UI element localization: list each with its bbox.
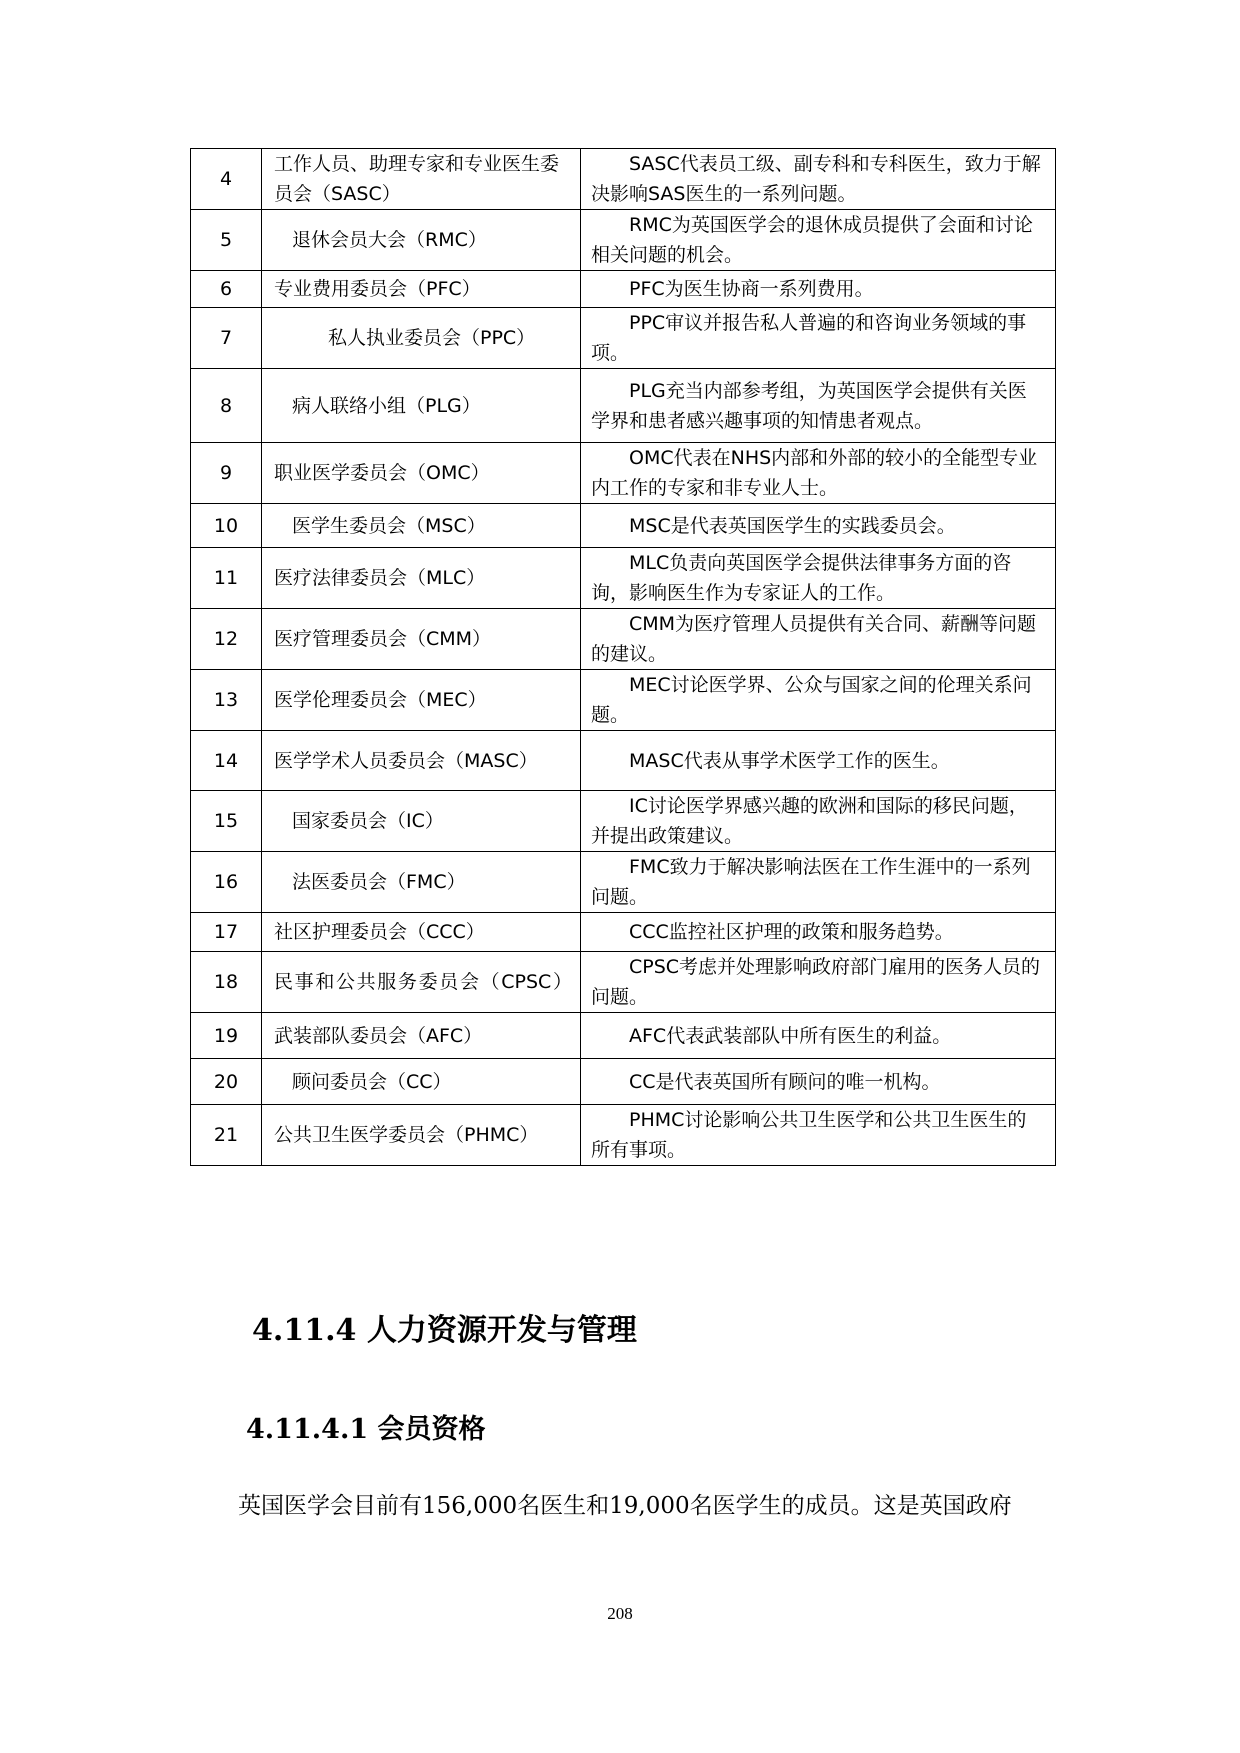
row-number: 18 [191, 952, 262, 1013]
committee-name: 医学学术人员委员会（MASC） [274, 749, 538, 772]
table-row [191, 149, 1056, 210]
committee-name: 医疗管理委员会（CMM） [274, 628, 492, 650]
committee-description-cell [581, 852, 1056, 913]
committee-description-cell [581, 443, 1056, 504]
committee-name: 武装部队委员会（AFC） [274, 1024, 483, 1047]
committee-description: OMC代表在NHS内部和外部的较小的全能型专业内工作的专家和非专业人士。 [591, 447, 1038, 499]
row-number: 15 [191, 791, 262, 852]
committee-name-cell [262, 369, 581, 443]
table-row [191, 443, 1056, 504]
committee-description: AFC代表武装部队中所有医生的利益。 [629, 1024, 952, 1047]
row-number: 4 [191, 149, 262, 210]
row-number: 20 [191, 1059, 262, 1105]
row-number: 8 [191, 369, 262, 443]
committee-name: 法医委员会（FMC） [292, 871, 466, 893]
committee-description-cell [581, 731, 1056, 791]
row-number: 5 [191, 210, 262, 271]
table-row [191, 1105, 1056, 1166]
row-number: 10 [191, 504, 262, 548]
committee-name-cell [262, 548, 581, 609]
committee-name-cell [262, 670, 581, 731]
committee-description-cell [581, 952, 1056, 1013]
row-number: 7 [191, 308, 262, 369]
committee-description: MSC是代表英国医学生的实践委员会。 [629, 514, 956, 537]
committee-name-cell [262, 913, 581, 952]
committee-description-cell [581, 149, 1056, 210]
committee-name: 公共卫生医学委员会（PHMC） [274, 1124, 539, 1146]
row-number: 13 [191, 670, 262, 731]
committee-description: CC是代表英国所有顾问的唯一机构。 [629, 1070, 941, 1093]
table-row [191, 609, 1056, 670]
committee-description: RMC为英国医学会的退休成员提供了会面和讨论相关问题的机会。 [591, 214, 1033, 266]
table-row [191, 852, 1056, 913]
committee-name-cell [262, 443, 581, 504]
committee-description: CPSC考虑并处理影响政府部门雇用的医务人员的问题。 [591, 956, 1041, 1008]
row-number: 19 [191, 1013, 262, 1059]
table-row [191, 1013, 1056, 1059]
committee-name: 退休会员大会（RMC） [292, 229, 487, 251]
committee-name: 医学生委员会（MSC） [292, 514, 486, 537]
committee-description-cell [581, 609, 1056, 670]
committee-name-cell [262, 308, 581, 369]
committee-description: SASC代表员工级、副专科和专科医生，致力于解决影响SAS医生的一系列问题。 [591, 153, 1041, 205]
row-number: 11 [191, 548, 262, 609]
committee-name: 国家委员会（IC） [292, 810, 444, 832]
committee-description-cell [581, 548, 1056, 609]
committee-name-cell [262, 1013, 581, 1059]
table-row [191, 308, 1056, 369]
row-number: 6 [191, 271, 262, 308]
committee-name-cell [262, 504, 581, 548]
table-row [191, 1059, 1056, 1105]
committee-description: CMM为医疗管理人员提供有关合同、薪酬等问题的建议。 [591, 613, 1037, 665]
section-heading: 4.11.4 人力资源开发与管理 [252, 1313, 637, 1348]
committee-description-cell [581, 913, 1056, 952]
committee-description-cell [581, 1013, 1056, 1059]
row-number: 14 [191, 731, 262, 791]
table-row [191, 952, 1056, 1013]
table-row [191, 369, 1056, 443]
committee-description-cell [581, 308, 1056, 369]
committee-description-cell [581, 791, 1056, 852]
committee-name-cell [262, 210, 581, 271]
committee-description: MLC负责向英国医学会提供法律事务方面的咨询，影响医生作为专家证人的工作。 [591, 552, 1012, 604]
committee-description-cell [581, 1059, 1056, 1105]
committee-table [190, 148, 1056, 1166]
row-number: 16 [191, 852, 262, 913]
committee-name: 顾问委员会（CC） [292, 1070, 452, 1093]
body-paragraph: 英国医学会目前有156,000名医生和19,000名医学生的成员。这是英国政府 [238, 1493, 1012, 1519]
page-number: 208 [607, 1604, 633, 1623]
committee-name-cell [262, 1105, 581, 1166]
committee-name-cell [262, 852, 581, 913]
committee-description: PFC为医生协商一系列费用。 [629, 278, 874, 300]
committee-description: FMC致力于解决影响法医在工作生涯中的一系列问题。 [591, 856, 1031, 908]
table-row [191, 548, 1056, 609]
committee-name: 医疗法律委员会（MLC） [274, 567, 486, 589]
committee-description-cell [581, 369, 1056, 443]
committee-name-cell [262, 609, 581, 670]
row-number: 12 [191, 609, 262, 670]
committee-name: 医学伦理委员会（MEC） [274, 689, 487, 711]
row-number: 9 [191, 443, 262, 504]
committee-name: 病人联络小组（PLG） [292, 394, 481, 417]
table-row [191, 670, 1056, 731]
committee-name: 职业医学委员会（OMC） [274, 462, 490, 484]
table-row [191, 913, 1056, 952]
table-row [191, 210, 1056, 271]
committee-table-body [191, 149, 1056, 1166]
row-number: 17 [191, 913, 262, 952]
committee-name-cell [262, 149, 581, 210]
committee-description-cell [581, 210, 1056, 271]
committee-description: PPC审议并报告私人普遍的和咨询业务领域的事项。 [591, 312, 1027, 364]
subsection-heading: 4.11.4.1 会员资格 [246, 1414, 486, 1445]
committee-description-cell [581, 271, 1056, 308]
table-row [191, 271, 1056, 308]
committee-name: 专业费用委员会（PFC） [274, 278, 481, 300]
table-row [191, 504, 1056, 548]
committee-description: IC讨论医学界感兴趣的欧洲和国际的移民问题，并提出政策建议。 [591, 795, 1028, 847]
committee-description: MASC代表从事学术医学工作的医生。 [629, 749, 950, 772]
committee-description-cell [581, 670, 1056, 731]
committee-name: 社区护理委员会（CCC） [274, 921, 485, 943]
committee-name: 工作人员、助理专家和专业医生委员会（SASC） [274, 153, 560, 205]
committee-description-cell [581, 504, 1056, 548]
committee-name-cell [262, 791, 581, 852]
table-row [191, 791, 1056, 852]
committee-name-cell [262, 952, 581, 1013]
committee-description: CCC监控社区护理的政策和服务趋势。 [629, 921, 954, 943]
committee-name-cell [262, 271, 581, 308]
committee-name-cell [262, 731, 581, 791]
row-number: 21 [191, 1105, 262, 1166]
committee-description: PLG充当内部参考组，为英国医学会提供有关医学界和患者感兴趣事项的知情患者观点。 [591, 379, 1027, 432]
committee-name: 民事和公共服务委员会（CPSC） [274, 971, 572, 993]
committee-name-cell [262, 1059, 581, 1105]
committee-description-cell [581, 1105, 1056, 1166]
committee-name: 私人执业委员会（PPC） [328, 327, 536, 349]
table-row [191, 731, 1056, 791]
committee-description: PHMC讨论影响公共卫生医学和公共卫生医生的所有事项。 [591, 1109, 1027, 1161]
committee-description: MEC讨论医学界、公众与国家之间的伦理关系问题。 [591, 674, 1032, 726]
